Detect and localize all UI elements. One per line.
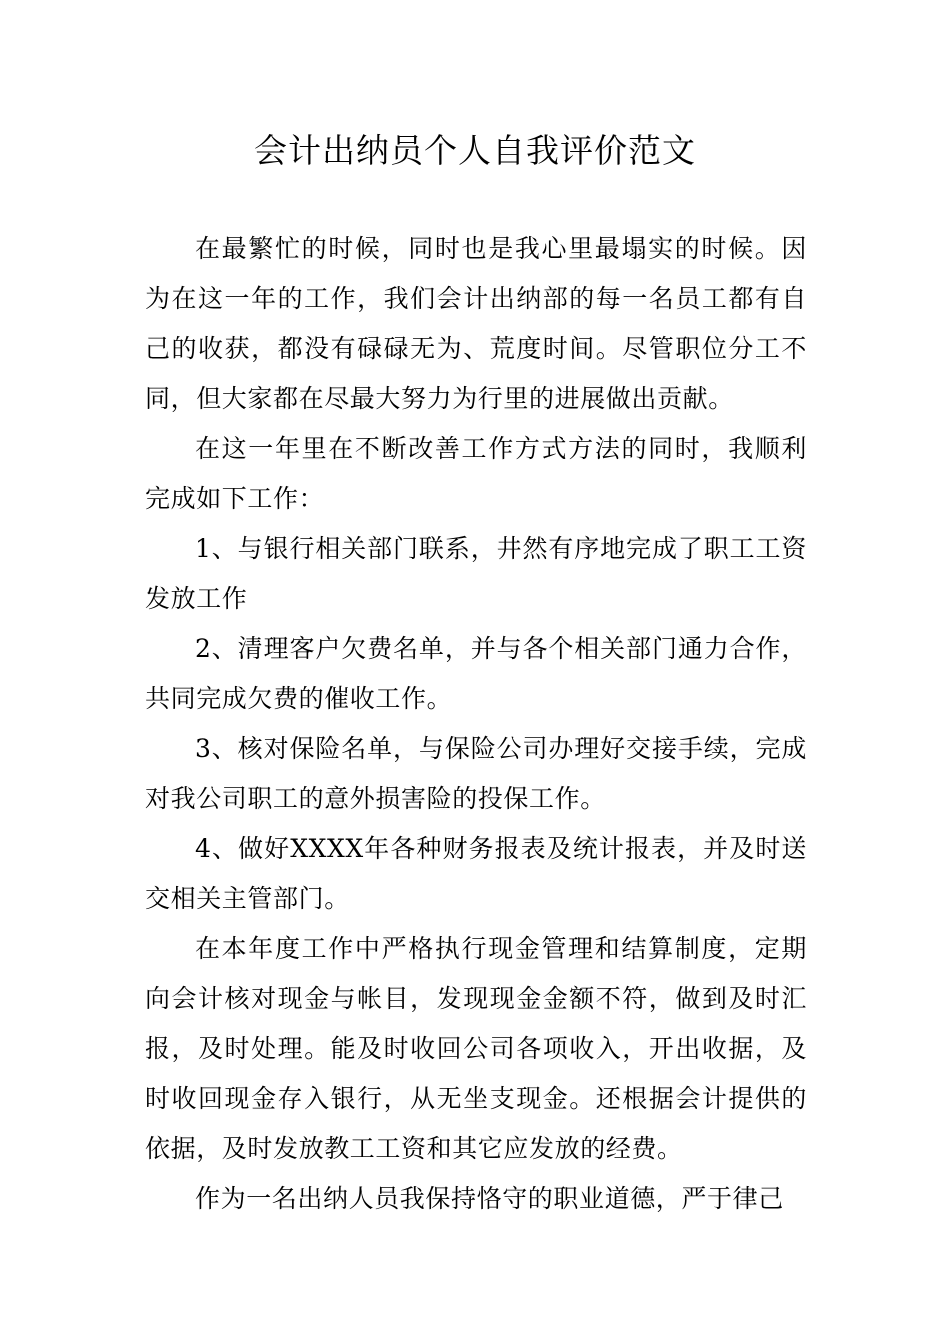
paragraph-intro: 在最繁忙的时候，同时也是我心里最塌实的时候。因为在这一年的工作，我们会计出纳部的每一名员工都有自己的收获，都没有碌碌无为、荒度时间。尽管职位分工不同，但大家都在尽最大努力为行里的进展做出贡献。 <box>145 234 807 413</box>
list-item-4: 4、做好XXXX年各种财务报表及统计报表，并及时送交相关主管部门。 <box>145 834 807 913</box>
paragraph-work-summary: 在这一年里在不断改善工作方式方法的同时，我顺利完成如下工作： <box>145 434 807 513</box>
list-item-3: 3、核对保险名单，与保险公司办理好交接手续，完成对我公司职工的意外损害险的投保工作。 <box>145 734 807 813</box>
paragraph-cash-management: 在本年度工作中严格执行现金管理和结算制度，定期向会计核对现金与帐目，发现现金金额不符，做到及时汇报，及时处理。能及时收回公司各项收入，开出收据，及时收回现金存入银行，从无坐支现金。还根据会计提供的依据，及时发放教工工资和其它应发放的经费。 <box>145 934 807 1163</box>
document-title: 会计出纳员个人自我评价范文 <box>254 131 696 170</box>
list-item-1: 1、与银行相关部门联系，井然有序地完成了职工工资发放工作 <box>145 534 807 613</box>
list-item-2: 2、清理客户欠费名单，并与各个相关部门通力合作，共同完成欠费的催收工作。 <box>145 634 807 713</box>
document-body <box>145 224 807 1224</box>
paragraph-ethics: 作为一名出纳人员我保持恪守的职业道德，严于律己 <box>195 1184 784 1213</box>
